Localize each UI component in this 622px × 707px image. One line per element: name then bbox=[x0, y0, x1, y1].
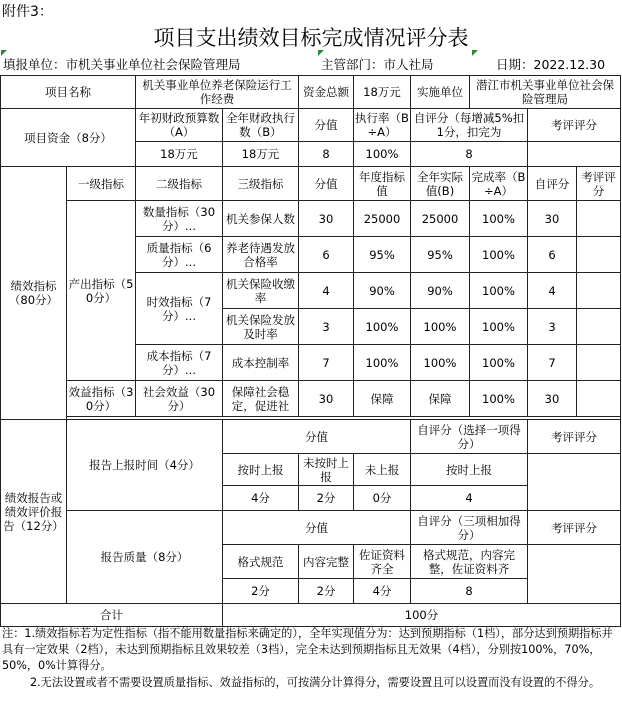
green-triangle-icon bbox=[472, 50, 478, 56]
quality-score: 4分 bbox=[354, 579, 411, 604]
rate-cell: 100% bbox=[470, 201, 528, 237]
budget-value: 18万元 bbox=[136, 142, 223, 167]
l2-quantity: 数量指标（30分）... bbox=[136, 201, 223, 237]
total-value: 100分 bbox=[223, 604, 621, 627]
eval-cell bbox=[577, 201, 621, 237]
note-2: 2.无法设置或者不需要设置质量指标、效益指标的，可按满分计算得分，需要设置且可以设置而没有设置的不得分。 bbox=[30, 676, 601, 689]
l3-cell: 成本控制率 bbox=[223, 345, 299, 381]
self-cell: 3 bbox=[528, 309, 577, 345]
target-cell: 100% bbox=[354, 309, 411, 345]
exec-unit: 潜江市机关事业单位社会保险管理局 bbox=[470, 76, 621, 109]
l3-cell: 机关保险收缴率 bbox=[223, 273, 299, 309]
l2-cost: 成本指标（7分）... bbox=[136, 345, 223, 381]
quality-score-label: 分值 bbox=[223, 511, 411, 545]
time-eval-label: 考评评分 bbox=[528, 420, 621, 454]
page-title: 项目支出绩效目标完成情况评分表 bbox=[153, 26, 469, 50]
l3-cell: 养老待遇发放合格率 bbox=[223, 237, 299, 273]
score-table bbox=[0, 75, 621, 627]
exec-rate-value: 100% bbox=[354, 142, 411, 167]
report-time-label: 报告上报时间（4分） bbox=[67, 420, 223, 511]
time-self-choice: 按时上报 bbox=[411, 454, 528, 486]
self-cell: 6 bbox=[528, 237, 577, 273]
quality-self-label: 自评分（三项相加得分） bbox=[411, 511, 528, 545]
time-self-label: 自评分（选择一项得分） bbox=[411, 420, 528, 454]
funds-eval-label: 考评评分 bbox=[528, 109, 621, 142]
score-cell: 7 bbox=[299, 345, 354, 381]
time-option: 未上报 bbox=[354, 454, 411, 486]
total-label: 合计 bbox=[1, 604, 223, 627]
score-cell: 30 bbox=[299, 201, 354, 237]
actual-cell: 95% bbox=[411, 237, 470, 273]
funds-score-value: 8 bbox=[299, 142, 354, 167]
exec-unit-label: 实施单位 bbox=[411, 76, 470, 109]
eval-header: 考评评分 bbox=[577, 167, 621, 201]
self-cell: 30 bbox=[528, 381, 577, 417]
rate-cell: 100% bbox=[470, 345, 528, 381]
funds-label: 项目资金（8分） bbox=[1, 109, 136, 167]
eval-cell bbox=[577, 345, 621, 381]
quality-self-choice: 格式规范，内容完整，佐证资料齐 bbox=[411, 545, 528, 579]
report-quality-label: 报告质量（8分） bbox=[67, 511, 223, 604]
level3-header: 三级指标 bbox=[223, 167, 299, 201]
quality-score: 2分 bbox=[299, 579, 354, 604]
time-eval-value bbox=[528, 454, 621, 511]
filing-unit: 填报单位：市机关事业单位社会保险管理局 bbox=[3, 57, 241, 72]
target-cell: 保障 bbox=[354, 381, 411, 417]
quality-option: 格式规范 bbox=[223, 545, 299, 579]
self-cell: 4 bbox=[528, 273, 577, 309]
time-option: 按时上报 bbox=[223, 454, 299, 486]
funds-score-label: 分值 bbox=[299, 109, 354, 142]
actual-cell: 100% bbox=[411, 309, 470, 345]
output-label: 产出指标（50分） bbox=[67, 201, 136, 381]
funds-eval-value bbox=[528, 142, 621, 167]
score-cell: 6 bbox=[299, 237, 354, 273]
funds-self-value: 8 bbox=[411, 142, 528, 167]
rate-header: 完成率（B÷A） bbox=[470, 167, 528, 201]
exec-amount-value: 18万元 bbox=[223, 142, 299, 167]
time-option: 未按时上报 bbox=[299, 454, 354, 486]
target-cell: 25000 bbox=[354, 201, 411, 237]
self-header: 自评分 bbox=[528, 167, 577, 201]
perf-label: 绩效指标（80分） bbox=[1, 167, 67, 420]
funds-total: 18万元 bbox=[354, 76, 411, 109]
exec-rate-label: 执行率（B÷A） bbox=[354, 109, 411, 142]
score-cell: 4 bbox=[299, 273, 354, 309]
actual-cell: 保障 bbox=[411, 381, 470, 417]
quality-option: 佐证资料齐全 bbox=[354, 545, 411, 579]
quality-score: 2分 bbox=[223, 579, 299, 604]
time-score-label: 分值 bbox=[223, 420, 411, 454]
target-header: 年度指标值 bbox=[354, 167, 411, 201]
quality-option: 内容完整 bbox=[299, 545, 354, 579]
funds-self-label: 自评分（每增减5%扣1分，扣完为 bbox=[411, 109, 528, 142]
budget-label: 年初财政预算数（A） bbox=[136, 109, 223, 142]
eval-cell bbox=[577, 273, 621, 309]
actual-cell: 90% bbox=[411, 273, 470, 309]
quality-self-value: 8 bbox=[411, 579, 528, 604]
note-1: 注：1.绩效指标若为定性指标（指不能用数量指标来确定的），全年实现值分为：达到预期指标（1档），部分达到预期指标并具有一定效果（2档），未达到预期指标且效果较差（3档），完全未达到预期指标且无效果（4档），分别按100%，70%，50%，0%计算得分。 bbox=[2, 627, 613, 672]
l2-social: 社会效益（30分） bbox=[136, 381, 223, 417]
time-score: 4分 bbox=[223, 486, 299, 511]
actual-cell: 25000 bbox=[411, 201, 470, 237]
score-header: 分值 bbox=[299, 167, 354, 201]
target-cell: 95% bbox=[354, 237, 411, 273]
l3-cell: 保障社会稳定，促进社 bbox=[223, 381, 299, 417]
time-score: 2分 bbox=[299, 486, 354, 511]
l3-cell: 机关保险发放及时率 bbox=[223, 309, 299, 345]
rate-cell: 100% bbox=[470, 273, 528, 309]
actual-header: 全年实际值(B) bbox=[411, 167, 470, 201]
time-self-value: 4 bbox=[411, 486, 528, 511]
time-score: 0分 bbox=[354, 486, 411, 511]
level2-header: 二级指标 bbox=[136, 167, 223, 201]
supervising-dept: 主管部门：市人社局 bbox=[321, 57, 434, 72]
project-name: 机关事业单位养老保险运行工作经费 bbox=[136, 76, 299, 109]
l2-timeliness: 时效指标（7分）... bbox=[136, 273, 223, 345]
target-cell: 90% bbox=[354, 273, 411, 309]
rate-cell: 100% bbox=[470, 237, 528, 273]
score-cell: 3 bbox=[299, 309, 354, 345]
quality-eval-value bbox=[528, 545, 621, 604]
funds-total-label: 资金总额 bbox=[299, 76, 354, 109]
eval-cell bbox=[577, 309, 621, 345]
eval-cell bbox=[577, 237, 621, 273]
self-cell: 7 bbox=[528, 345, 577, 381]
exec-amount-label: 全年财政执行数（B） bbox=[223, 109, 299, 142]
score-cell: 30 bbox=[299, 381, 354, 417]
eval-cell bbox=[577, 381, 621, 417]
target-cell: 100% bbox=[354, 345, 411, 381]
rate-cell: 100% bbox=[470, 381, 528, 417]
l3-cell: 机关参保人数 bbox=[223, 201, 299, 237]
level1-header: 一级指标 bbox=[67, 167, 136, 201]
self-cell: 30 bbox=[528, 201, 577, 237]
rate-cell: 100% bbox=[470, 309, 528, 345]
benefit-label: 效益指标（30分） bbox=[67, 381, 136, 417]
project-name-label: 项目名称 bbox=[1, 76, 136, 109]
report-label: 绩效报告或绩效评价报告（12分） bbox=[1, 420, 67, 604]
report-date: 日期：2022.12.30 bbox=[496, 57, 606, 72]
actual-cell: 100% bbox=[411, 345, 470, 381]
annex-label: 附件3： bbox=[2, 4, 53, 20]
quality-eval-label: 考评评分 bbox=[528, 511, 621, 545]
l2-quality: 质量指标（6分）... bbox=[136, 237, 223, 273]
